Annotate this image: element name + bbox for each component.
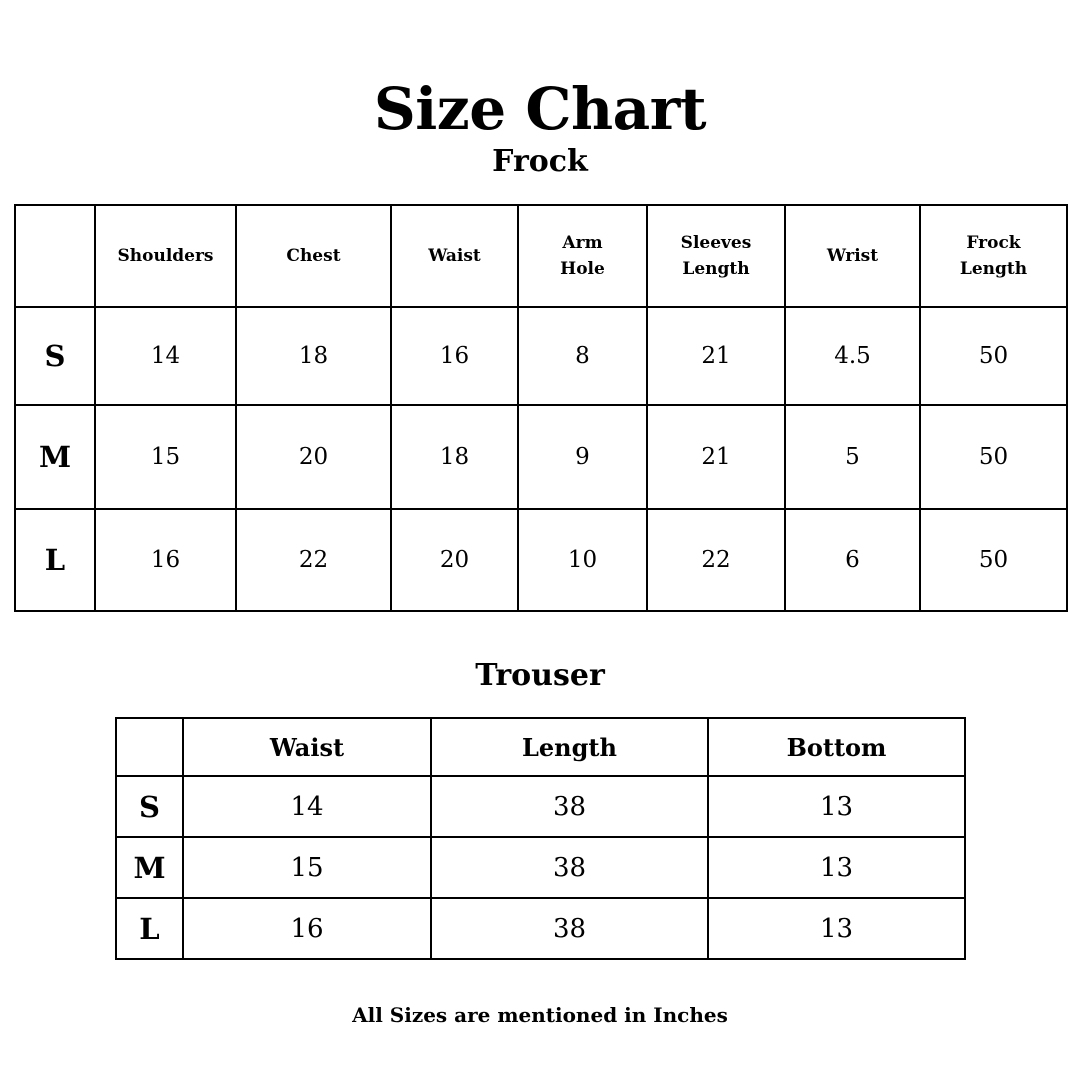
table-cell: 15 [183, 837, 431, 898]
table-row [15, 509, 1067, 611]
table-cell: 9 [518, 405, 647, 509]
table-cell: 50 [920, 405, 1067, 509]
column-header-chest: Chest [236, 205, 391, 307]
column-header-length: Length [431, 718, 708, 776]
table-cell: 16 [95, 509, 236, 611]
table-cell: 14 [183, 776, 431, 837]
trouser-section-title: Trouser [475, 658, 605, 693]
table-row [116, 837, 965, 898]
table-cell: 16 [391, 307, 518, 405]
trouser-size-table [115, 717, 966, 960]
column-header-wrist: Wrist [785, 205, 920, 307]
size-label: L [116, 898, 183, 959]
table-cell: 22 [647, 509, 785, 611]
column-header-frock-length: Frock Length [920, 205, 1067, 307]
frock-size-table [14, 204, 1068, 612]
table-cell: 38 [431, 898, 708, 959]
table-cell: 18 [391, 405, 518, 509]
table-cell: 13 [708, 898, 965, 959]
column-header-waist: Waist [391, 205, 518, 307]
table-cell: 16 [183, 898, 431, 959]
trouser-corner-cell [116, 718, 183, 776]
column-header-arm-hole: Arm Hole [518, 205, 647, 307]
size-label: S [15, 307, 95, 405]
table-cell: 4.5 [785, 307, 920, 405]
column-header-waist: Waist [183, 718, 431, 776]
table-cell: 21 [647, 307, 785, 405]
size-label: S [116, 776, 183, 837]
table-cell: 18 [236, 307, 391, 405]
table-cell: 20 [236, 405, 391, 509]
size-label: M [116, 837, 183, 898]
table-cell: 20 [391, 509, 518, 611]
table-cell: 50 [920, 307, 1067, 405]
table-cell: 13 [708, 837, 965, 898]
size-label: L [15, 509, 95, 611]
page-title: Size Chart [373, 75, 707, 143]
frock-section-title: Frock [492, 144, 588, 179]
size-label: M [15, 405, 95, 509]
table-cell: 38 [431, 837, 708, 898]
table-cell: 15 [95, 405, 236, 509]
frock-header-row [15, 205, 1067, 307]
table-row [15, 405, 1067, 509]
table-cell: 13 [708, 776, 965, 837]
column-header-shoulders: Shoulders [95, 205, 236, 307]
table-cell: 22 [236, 509, 391, 611]
table-cell: 38 [431, 776, 708, 837]
frock-corner-cell [15, 205, 95, 307]
column-header-bottom: Bottom [708, 718, 965, 776]
table-cell: 10 [518, 509, 647, 611]
table-cell: 8 [518, 307, 647, 405]
units-footnote: All Sizes are mentioned in Inches [352, 1003, 728, 1027]
table-cell: 14 [95, 307, 236, 405]
table-row [116, 898, 965, 959]
table-row [15, 307, 1067, 405]
table-cell: 5 [785, 405, 920, 509]
table-cell: 21 [647, 405, 785, 509]
table-cell: 50 [920, 509, 1067, 611]
column-header-sleeves-length: Sleeves Length [647, 205, 785, 307]
table-row [116, 776, 965, 837]
table-cell: 6 [785, 509, 920, 611]
trouser-header-row [116, 718, 965, 776]
